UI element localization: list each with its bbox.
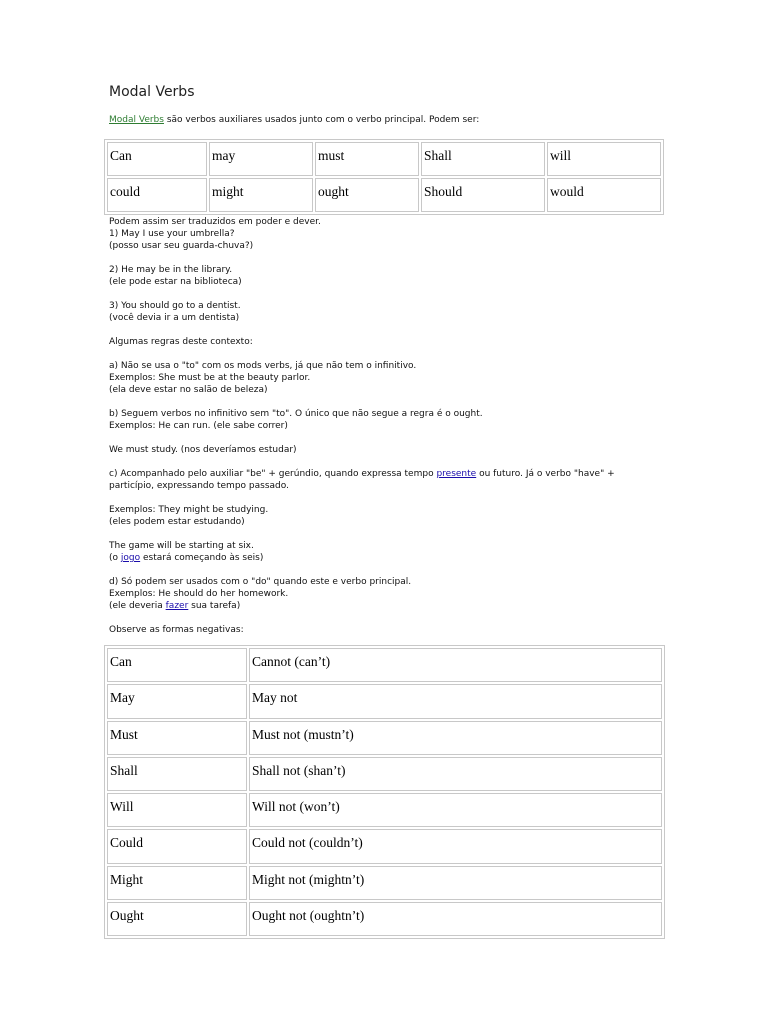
text-line: (ele deveria (109, 601, 166, 611)
presente-link[interactable]: presente (436, 469, 477, 479)
text-line: (ele pode estar na biblioteca) (109, 277, 242, 287)
paragraph (109, 216, 669, 252)
table-cell: Will not (won’t) (249, 793, 662, 827)
jogo-link[interactable]: jogo (120, 553, 141, 563)
table-row (107, 142, 661, 176)
paragraph (109, 408, 669, 432)
table-cell: Might not (mightn’t) (249, 866, 662, 900)
text-line: Podem assim ser traduzidos em poder e dever. (109, 217, 321, 227)
text-line: Exemplos: They might be studying. (109, 505, 269, 515)
table-cell: Must not (mustn’t) (249, 721, 662, 755)
table-cell: Will (107, 793, 247, 827)
table-cell: Ought not (oughtn’t) (249, 902, 662, 936)
paragraph: Observe as formas negativas: (109, 625, 244, 635)
explanation-text (109, 216, 669, 636)
text-line: (eles podem estar estudando) (109, 517, 245, 527)
table-row (107, 866, 662, 900)
text-line: Exemplos: He can run. (ele sabe correr) (109, 421, 288, 431)
table-cell: Can (107, 648, 247, 682)
table-row (107, 793, 662, 827)
text-line: d) Só podem ser usados com o "do" quando este e verbo principal. (109, 577, 412, 587)
table-cell: Shall (107, 757, 247, 791)
table-cell: Could not (couldn’t) (249, 829, 662, 863)
text-line: ou futuro. Já o verbo "have" + (476, 469, 615, 479)
table-cell: will (547, 142, 661, 176)
negative-forms-table (104, 645, 665, 939)
text-line: sua tarefa) (188, 601, 241, 611)
text-line: 3) You should go to a dentist. (109, 301, 241, 311)
table-cell: would (547, 178, 661, 212)
page-title: Modal Verbs (109, 84, 195, 100)
table-row (107, 178, 661, 212)
intro-line (109, 115, 479, 125)
paragraph (109, 576, 669, 612)
table-cell: Ought (107, 902, 247, 936)
table-row (107, 829, 662, 863)
paragraph: Algumas regras deste contexto: (109, 337, 253, 347)
text-line: a) Não se usa o "to" com os mods verbs, já que não tem o infinitivo. (109, 361, 417, 371)
paragraph (109, 540, 669, 564)
table-row (107, 684, 662, 718)
paragraph (109, 360, 669, 396)
table-cell: Might (107, 866, 247, 900)
table-cell: could (107, 178, 207, 212)
intro-text: são verbos auxiliares usados junto com o verbo principal. Podem ser: (163, 115, 480, 125)
text-line: Exemplos: He should do her homework. (109, 589, 289, 599)
paragraph: We must study. (nos deveríamos estudar) (109, 445, 297, 455)
text-line: c) Acompanhado pelo auxiliar "be" + gerúndio, quando expressa tempo (109, 469, 437, 479)
text-line: particípio, expressando tempo passado. (109, 481, 289, 491)
table-row (107, 902, 662, 936)
table-cell: Could (107, 829, 247, 863)
table-cell: Must (107, 721, 247, 755)
table-cell: Can (107, 142, 207, 176)
table-cell: May (107, 684, 247, 718)
text-line: The game will be starting at six. (109, 541, 254, 551)
table-cell: might (209, 178, 313, 212)
table-row (107, 721, 662, 755)
table-cell: May not (249, 684, 662, 718)
table-cell: Should (421, 178, 545, 212)
paragraph (109, 504, 669, 528)
table-cell: must (315, 142, 419, 176)
text-line: 2) He may be in the library. (109, 265, 233, 275)
text-line: 1) May I use your umbrella? (109, 229, 235, 239)
table-cell: Shall (421, 142, 545, 176)
text-line: (você devia ir a um dentista) (109, 313, 240, 323)
text-line: (ela deve estar no salão de beleza) (109, 385, 268, 395)
text-line: (o (109, 553, 121, 563)
text-line: b) Seguem verbos no infinitivo sem "to". O único que não segue a regra é o ought. (109, 409, 483, 419)
table-cell: Cannot (can’t) (249, 648, 662, 682)
text-line: (posso usar seu guarda-chuva?) (109, 241, 254, 251)
paragraph (109, 264, 669, 288)
table-cell: ought (315, 178, 419, 212)
table-row (107, 648, 662, 682)
text-line: estará começando às seis) (140, 553, 264, 563)
fazer-link[interactable]: fazer (165, 601, 189, 611)
text-line: Exemplos: She must be at the beauty parlor. (109, 373, 311, 383)
modal-verbs-link[interactable]: Modal Verbs (109, 115, 164, 125)
modal-verbs-table (104, 139, 664, 215)
table-cell: may (209, 142, 313, 176)
table-row (107, 757, 662, 791)
table-cell: Shall not (shan’t) (249, 757, 662, 791)
paragraph (109, 300, 669, 324)
paragraph (109, 468, 669, 492)
